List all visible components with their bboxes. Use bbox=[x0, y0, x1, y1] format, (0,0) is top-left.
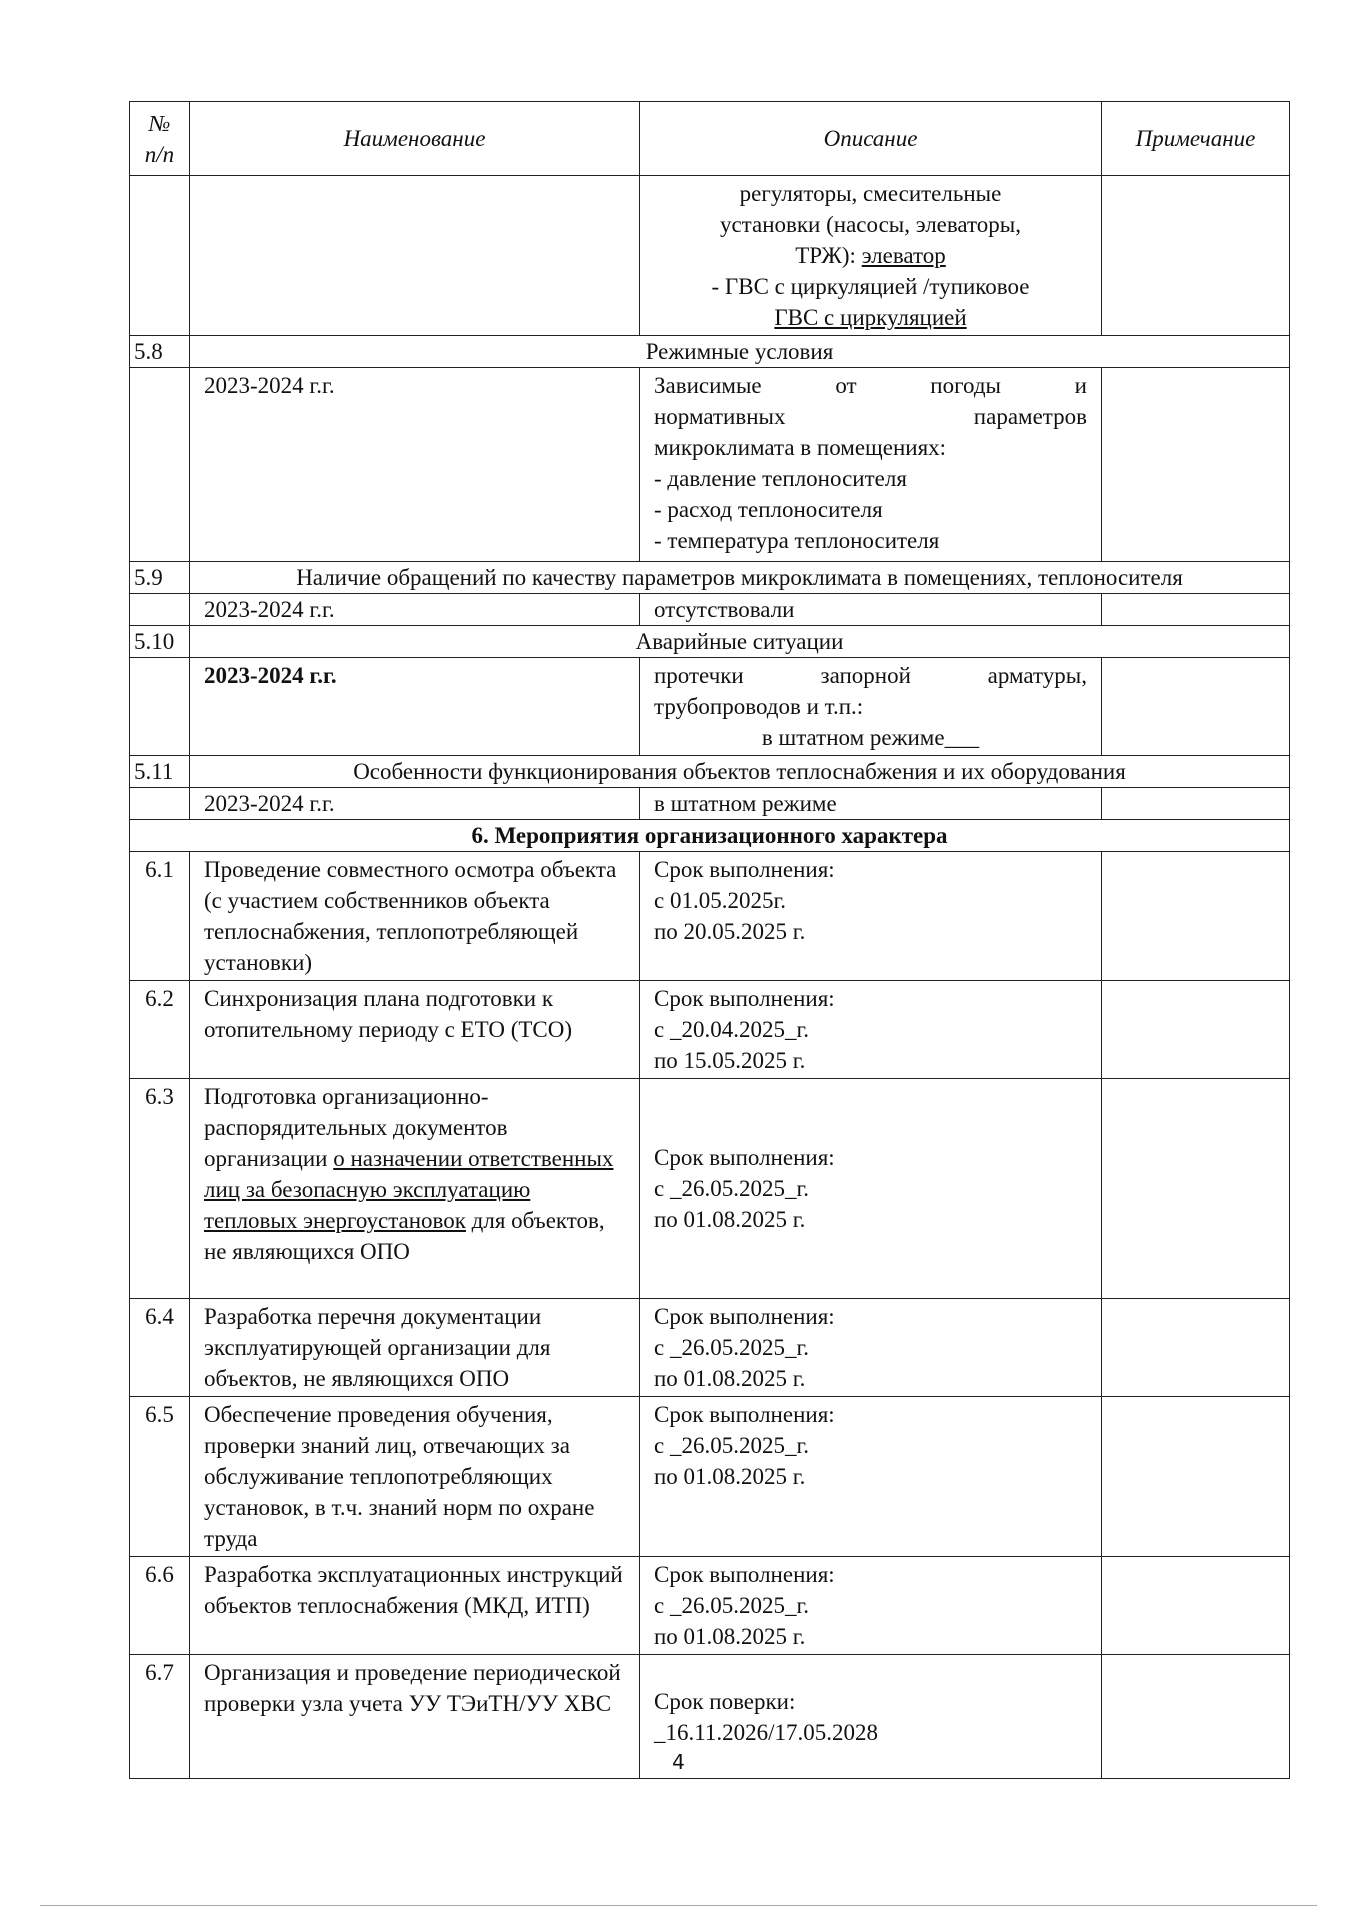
table-row bbox=[130, 981, 1290, 1079]
desc-line: в штатном режиме___ bbox=[761, 725, 980, 750]
desc-line: установки (насосы, элеваторы, bbox=[719, 212, 1022, 237]
table-row bbox=[130, 1079, 1290, 1299]
cell-num: 6.4 bbox=[130, 1299, 190, 1397]
desc-line: Срок выполнения: bbox=[654, 986, 835, 1011]
cell-num bbox=[130, 594, 190, 626]
desc-line: - температура теплоносителя bbox=[654, 528, 940, 553]
desc-line: Срок выполнения: bbox=[654, 1402, 835, 1427]
name-text: для объектов, не являющихся ОПО bbox=[204, 1208, 605, 1264]
desc-line: с _20.04.2025_г. bbox=[654, 1017, 810, 1042]
cell-note bbox=[1102, 981, 1290, 1079]
desc-line: по 01.08.2025 г. bbox=[654, 1464, 806, 1489]
desc-line: Срок выполнения: bbox=[654, 1145, 835, 1170]
cell-note bbox=[1102, 788, 1290, 820]
cell-note bbox=[1102, 1557, 1290, 1655]
desc-line: по 01.08.2025 г. bbox=[654, 1366, 806, 1391]
table-row bbox=[130, 176, 1290, 336]
cell-desc bbox=[640, 658, 1102, 756]
table-header-row bbox=[130, 102, 1290, 176]
cell-desc bbox=[640, 368, 1102, 562]
cell-desc: в штатном режиме bbox=[640, 788, 1102, 820]
desc-text: ТРЖ): bbox=[795, 243, 862, 268]
desc-underlined: ГВС с циркуляцией bbox=[774, 305, 967, 330]
cell-num bbox=[130, 658, 190, 756]
header-name: Наименование bbox=[190, 102, 640, 176]
cell-desc bbox=[640, 1079, 1102, 1299]
table-row bbox=[130, 1557, 1290, 1655]
desc-line: с _26.05.2025_г. bbox=[654, 1433, 810, 1458]
cell-name: 2023-2024 г.г. bbox=[190, 788, 640, 820]
cell-desc bbox=[640, 852, 1102, 981]
desc-line: Зависимые от погоды и bbox=[654, 373, 1087, 398]
section-title: Особенности функционирования объектов теплоснабжения и их оборудования bbox=[190, 756, 1290, 788]
desc-line: микроклимата в помещениях: bbox=[654, 435, 947, 460]
cell-name: Организация и проведение периодической проверки узла учета УУ ТЭиТН/УУ ХВС bbox=[190, 1655, 640, 1779]
table-row bbox=[130, 1397, 1290, 1557]
bottom-divider bbox=[40, 1905, 1317, 1906]
desc-line: по 01.08.2025 г. bbox=[654, 1207, 806, 1232]
cell-name bbox=[190, 1079, 640, 1299]
cell-name: 2023-2024 г.г. bbox=[190, 368, 640, 562]
cell-num bbox=[130, 368, 190, 562]
cell-note bbox=[1102, 658, 1290, 756]
section-6-title-row bbox=[130, 820, 1290, 852]
cell-num: 6.5 bbox=[130, 1397, 190, 1557]
desc-line: по 20.05.2025 г. bbox=[654, 919, 806, 944]
cell-num: 6.2 bbox=[130, 981, 190, 1079]
desc-line: - ГВС с циркуляцией /тупиковое bbox=[711, 274, 1030, 299]
cell-desc bbox=[640, 981, 1102, 1079]
page-number: 4 bbox=[672, 1750, 685, 1774]
table-row bbox=[130, 658, 1290, 756]
cell-num: 5.11 bbox=[130, 756, 190, 788]
cell-note bbox=[1102, 1299, 1290, 1397]
desc-line: с _26.05.2025_г. bbox=[654, 1335, 810, 1360]
cell-name: Синхронизация плана подготовки к отопительному периоду с ЕТО (ТСО) bbox=[190, 981, 640, 1079]
cell-num: 5.9 bbox=[130, 562, 190, 594]
section-row-5-8 bbox=[130, 336, 1290, 368]
desc-line: с _26.05.2025_г. bbox=[654, 1593, 810, 1618]
cell-note bbox=[1102, 176, 1290, 336]
cell-name: Разработка перечня документации эксплуатирующей организации для объектов, не являющихся ОПО bbox=[190, 1299, 640, 1397]
cell-name: Разработка эксплуатационных инструкций объектов теплоснабжения (МКД, ИТП) bbox=[190, 1557, 640, 1655]
desc-line: регуляторы, смесительные bbox=[739, 181, 1002, 206]
table-row bbox=[130, 1299, 1290, 1397]
cell-desc bbox=[640, 1557, 1102, 1655]
desc-line bbox=[654, 302, 1087, 333]
table-row bbox=[130, 368, 1290, 562]
cell-num: 6.6 bbox=[130, 1557, 190, 1655]
cell-note bbox=[1102, 852, 1290, 981]
header-note: Примечание bbox=[1102, 102, 1290, 176]
cell-num: 6.7 bbox=[130, 1655, 190, 1779]
cell-desc: отсутствовали bbox=[640, 594, 1102, 626]
section-row-5-11 bbox=[130, 756, 1290, 788]
table-row bbox=[130, 852, 1290, 981]
cell-desc bbox=[640, 1299, 1102, 1397]
desc-line: с _26.05.2025_г. bbox=[654, 1176, 810, 1201]
desc-line: Срок выполнения: bbox=[654, 1304, 835, 1329]
desc-line: протечки запорной арматуры, bbox=[654, 663, 1087, 688]
desc-line: _16.11.2026/17.05.2028 bbox=[654, 1719, 879, 1745]
desc-line: Срок выполнения: bbox=[654, 857, 835, 882]
cell-name: Обеспечение проведения обучения, проверки знаний лиц, отвечающих за обслуживание теплопотребляющих установок, в т.ч. знаний норм по охране труда bbox=[190, 1397, 640, 1557]
cell-num: 6.1 bbox=[130, 852, 190, 981]
desc-line: - расход теплоносителя bbox=[654, 497, 883, 522]
cell-name: Проведение совместного осмотра объекта (с участием собственников объекта теплоснабжения, теплопотребляющей установки) bbox=[190, 852, 640, 981]
cell-desc bbox=[640, 176, 1102, 336]
section-title: 6. Мероприятия организационного характера bbox=[130, 820, 1290, 852]
main-table bbox=[129, 101, 1290, 1779]
cell-note bbox=[1102, 368, 1290, 562]
header-desc: Описание bbox=[640, 102, 1102, 176]
cell-num: 6.3 bbox=[130, 1079, 190, 1299]
name-underlined: о назначении ответственных лиц за безопасную эксплуатацию тепловых энергоустановок bbox=[204, 1146, 614, 1233]
desc-line: по 01.08.2025 г. bbox=[654, 1624, 806, 1649]
desc-line: трубопроводов и т.п.: bbox=[654, 694, 864, 719]
section-row-5-9 bbox=[130, 562, 1290, 594]
section-title: Аварийные ситуации bbox=[190, 626, 1290, 658]
cell-note bbox=[1102, 1079, 1290, 1299]
desc-line: Срок выполнения: bbox=[654, 1562, 835, 1587]
desc-line: с 01.05.2025г. bbox=[654, 888, 787, 913]
cell-num bbox=[130, 788, 190, 820]
cell-num: 5.8 bbox=[130, 336, 190, 368]
desc-line: по 15.05.2025 г. bbox=[654, 1048, 806, 1073]
desc-line bbox=[654, 240, 1087, 271]
desc-underlined: элеватор bbox=[861, 243, 946, 268]
desc-line: Срок поверки: bbox=[654, 1688, 796, 1714]
cell-name bbox=[190, 176, 640, 336]
cell-name: 2023-2024 г.г. bbox=[190, 658, 640, 756]
section-title: Режимные условия bbox=[190, 336, 1290, 368]
cell-note bbox=[1102, 1397, 1290, 1557]
cell-note bbox=[1102, 594, 1290, 626]
table-row bbox=[130, 788, 1290, 820]
cell-desc bbox=[640, 1397, 1102, 1557]
header-num: № п/п bbox=[130, 102, 190, 176]
name-text: Подготовка организационно-распорядительных документов организации bbox=[204, 1084, 508, 1171]
cell-name: 2023-2024 г.г. bbox=[190, 594, 640, 626]
cell-num: 5.10 bbox=[130, 626, 190, 658]
desc-line: - давление теплоносителя bbox=[654, 466, 907, 491]
desc-line: нормативных параметров bbox=[654, 404, 1087, 429]
section-title: Наличие обращений по качеству параметров микроклимата в помещениях, теплоносителя bbox=[190, 562, 1290, 594]
section-row-5-10 bbox=[130, 626, 1290, 658]
cell-num bbox=[130, 176, 190, 336]
table-row bbox=[130, 594, 1290, 626]
